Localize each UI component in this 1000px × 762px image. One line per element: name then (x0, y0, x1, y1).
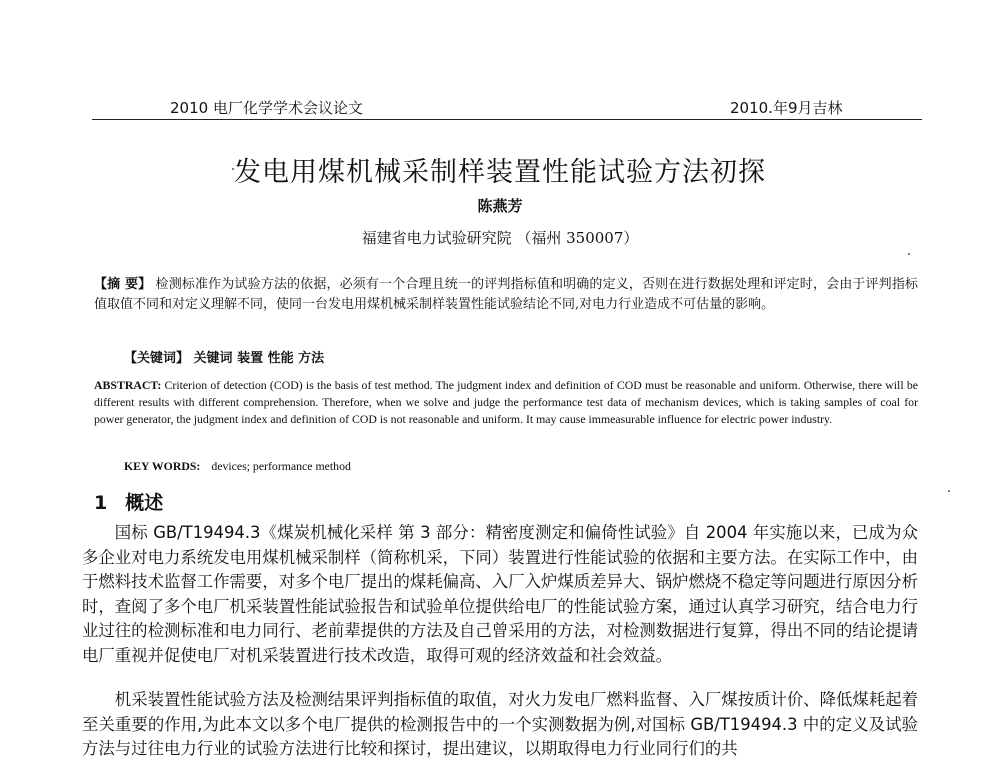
chinese-keywords (124, 347, 324, 366)
author-name: 陈燕芳 (477, 197, 523, 215)
english-abstract-text: Criterion of detection (COD) is the basis of test method. The judgment index and definition of COD must be reasonable and uniform. Otherwise, there will be different results with different comprehension. Therefore, when we solve and judge the performance test data of mechanism devices, which is taking samples of coal for power generator, the judgment index and definition of COD is not reasonable and uniform. It may cause immeasurable influence for electric power industry. (94, 378, 918, 426)
english-abstract (94, 377, 918, 428)
running-header-left: 2010 电厂化学学术会议论文 (170, 99, 363, 117)
chinese-abstract-text: 检测标准作为试验方法的依据，必须有一个合理且统一的评判指标值和明确的定义，否则在进行数据处理和评定时，会由于评判指标值取值不同和对定义理解不同，使同一台发电用煤机械采制样装置性能试验结论不同,对电力行业造成不可估量的影响。 (94, 277, 918, 312)
scan-speck (232, 168, 234, 170)
paper-title: 发电用煤机械采制样装置性能试验方法初探 (234, 157, 766, 188)
section-number: 1 (94, 492, 108, 514)
scan-speck (948, 490, 950, 492)
body-paragraph-1: 国标 GB/T19494.3《煤炭机械化采样 第 3 部分：精密度测定和偏倚性试验》自 2004 年实施以来，已成为众多企业对电力系统发电用煤机械采制样（简称机采，下同）装置进行性能试验的依据和主要方法。在实际工作中，由于燃料技术监督工作需要，对多个电厂提出的煤耗偏高、入厂入炉煤质差异大、锅炉燃烧不稳定等问题进行原因分析时，查阅了多个电厂机采装置性能试验报告和试验单位提供给电厂的性能试验方案，通过认真学习研究，结合电力行业过往的检测标准和电力同行、老前辈提供的方法及自己曾采用的方法，对检测数据进行复算，得出不同的结论提请电厂重视并促使电厂对机采装置进行技术改造，取得可观的经济效益和社会效益。 (82, 523, 918, 665)
chinese-keywords-label: 【关键词】 (124, 351, 190, 366)
chinese-abstract-label: 【摘 要】 (94, 277, 152, 292)
english-keywords-label: KEY WORDS: (124, 459, 201, 473)
affiliation: 福建省电力试验研究院 （福州 350007） (361, 229, 639, 247)
chinese-keywords-text: 关键词 装置 性能 方法 (193, 351, 325, 366)
scan-speck (908, 253, 910, 255)
chinese-abstract (94, 275, 918, 315)
english-keywords-text: devices; performance method (211, 459, 351, 473)
section-title: 概述 (125, 492, 164, 514)
body-paragraph-2: 机采装置性能试验方法及检测结果评判指标值的取值，对火力发电厂燃料监督、入厂煤按质计价、降低煤耗起着至关重要的作用,为此本文以多个电厂提供的检测报告中的一个实测数据为例,对国标 GB/T19494.3 中的定义及试验方法与过往电力行业的试验方法进行比较和探讨，提出建议，以期取得电力行业同行们的共 (82, 690, 918, 758)
running-header-right: 2010.年9月吉林 (730, 99, 843, 117)
english-abstract-label: ABSTRACT: (94, 378, 162, 392)
header-rule (92, 119, 922, 120)
english-keywords (124, 459, 351, 474)
section-heading (94, 488, 163, 515)
